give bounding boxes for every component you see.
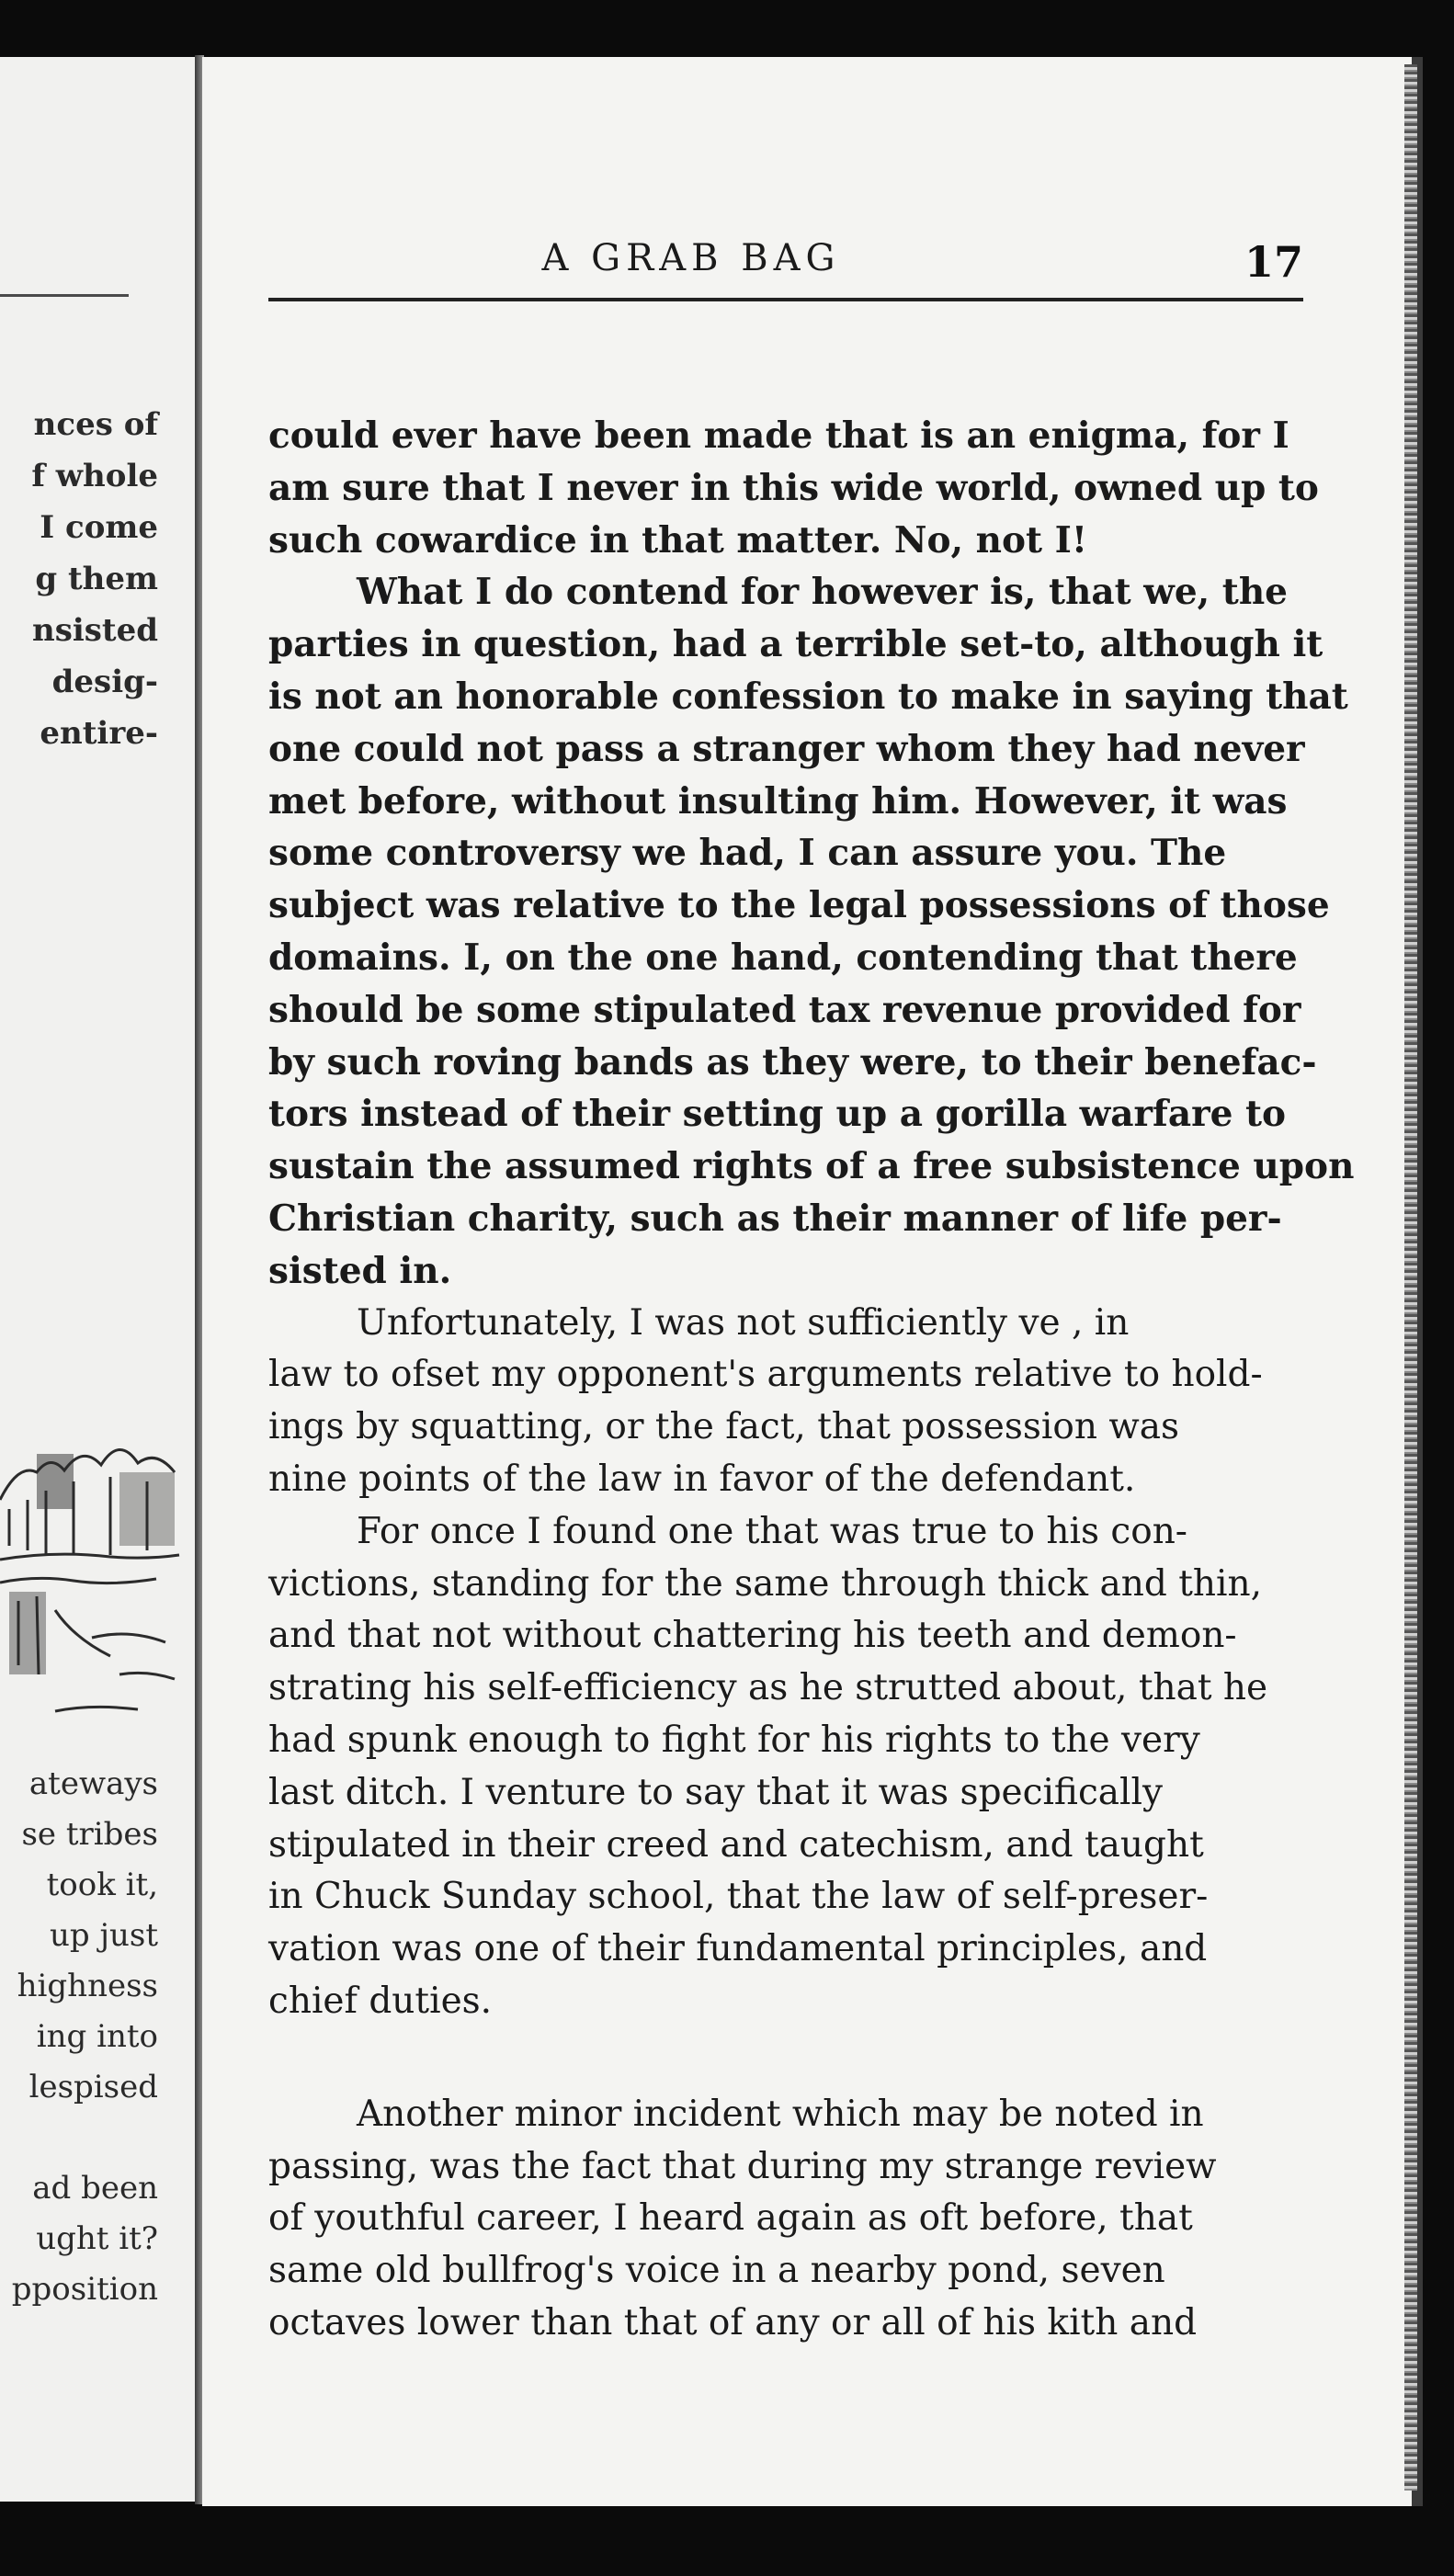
left-page-text-fragment: [12, 2113, 158, 2163]
text-line: is not an honorable confession to make in saying that: [268, 675, 1348, 718]
text-line: of youthful career, I heard again as oft before, that: [268, 2197, 1193, 2240]
page-body: [268, 410, 1355, 2350]
left-page-text-fragment: up just: [49, 1917, 158, 1954]
page-number: 17: [1244, 237, 1303, 287]
paragraph: [268, 1298, 1303, 1506]
text-line: by such roving bands as they were, to their benefac-: [268, 1040, 1317, 1084]
left-page: [0, 57, 199, 2502]
left-page-text-fragment: pposition: [11, 2271, 158, 2308]
left-page-text-fragment: se tribes: [21, 1816, 158, 1853]
text-line: met before, without insulting him. However, it was: [268, 779, 1288, 823]
paragraph: [268, 2089, 1303, 2350]
text-line: passing, was the fact that during my strange review: [268, 2145, 1217, 2187]
left-page-text-top: [31, 399, 158, 759]
text-line: could ever have been made that is an enigma, for I: [268, 414, 1289, 457]
left-page-rule: [0, 294, 129, 297]
left-page-text-fragment: lespised: [28, 2069, 158, 2105]
left-page-text-fragment: desig-: [51, 664, 158, 700]
text-line: stipulated in their creed and catechism, and taught: [268, 1823, 1204, 1866]
text-line: strating his self-efficiency as he strutted about, that he: [268, 1667, 1268, 1709]
text-line: parties in question, had a terrible set-to, although it: [268, 623, 1323, 666]
text-line: one could not pass a stranger whom they had never: [268, 727, 1305, 770]
text-line: sisted in.: [268, 1249, 452, 1292]
left-page-text-fragment: I come: [40, 509, 158, 546]
paragraph-break: [268, 2028, 1303, 2089]
text-line: nine points of the law in favor of the defendant.: [268, 1458, 1136, 1500]
running-head: A GRAB BAG: [541, 237, 841, 279]
text-line: in Chuck Sunday school, that the law of self-preser-: [268, 1876, 1209, 1918]
text-line: law to ofset my opponent's arguments relative to hold-: [268, 1354, 1263, 1396]
left-page-text-fragment: ught it?: [36, 2220, 158, 2257]
left-page-text-fragment: nsisted: [31, 612, 158, 649]
left-page-illustration: [0, 1362, 184, 1748]
text-line: such cowardice in that matter. No, not I!: [268, 518, 1087, 562]
text-line: should be some stipulated tax revenue provided for: [268, 988, 1301, 1031]
text-line: What I do contend for however is, that we, the: [357, 571, 1288, 614]
page-header: [268, 237, 1303, 320]
text-line: Christian charity, such as their manner of life per-: [268, 1197, 1282, 1240]
text-line: vation was one of their fundamental principles, and: [268, 1928, 1208, 1970]
left-page-text-fragment: took it,: [46, 1867, 158, 1903]
left-page-text-fragment: ing into: [36, 2018, 158, 2055]
text-line: For once I found one that was true to his con-: [357, 1510, 1187, 1552]
text-line: am sure that I never in this wide world, owned up to: [268, 466, 1319, 509]
text-line: some controversy we had, I can assure you. The: [268, 832, 1227, 875]
left-page-text-fragment: ad been: [32, 2170, 158, 2207]
text-line: chief duties.: [268, 1980, 493, 2022]
text-line: and that not without chattering his teeth and demon-: [268, 1615, 1237, 1657]
text-line: last ditch. I venture to say that it was specifically: [268, 1771, 1164, 1813]
text-line: Unfortunately, I was not sufficiently ve , in: [357, 1301, 1130, 1344]
text-line: same old bullfrog's voice in a nearby pond, seven: [268, 2250, 1165, 2292]
text-line: subject was relative to the legal possessions of those: [268, 884, 1330, 927]
paragraph: [268, 1506, 1303, 2028]
text-line: domains. I, on the one hand, contending that there: [268, 936, 1298, 979]
paragraph: [268, 566, 1355, 1297]
text-line: victions, standing for the same through thick and thin,: [268, 1562, 1262, 1605]
left-page-text-fragment: ateways: [28, 1765, 158, 1802]
book-page: [202, 57, 1423, 2506]
left-page-text-fragment: highness: [17, 1968, 158, 2004]
text-line: sustain the assumed rights of a free subsistence upon: [268, 1145, 1355, 1188]
paragraph: [268, 410, 1319, 566]
text-line: ings by squatting, or the fact, that possession was: [268, 1406, 1179, 1448]
left-page-text-fragment: g them: [35, 561, 158, 597]
page-edge: [1404, 64, 1417, 2491]
left-page-text-bottom: [12, 1759, 158, 2315]
header-rule: [268, 298, 1303, 301]
left-page-text-fragment: entire-: [40, 715, 158, 752]
text-line: had spunk enough to fight for his rights to the very: [268, 1719, 1200, 1761]
text-line: Another minor incident which may be noted in: [357, 2093, 1204, 2135]
left-page-text-fragment: nces of: [33, 406, 158, 443]
text-line: octaves lower than that of any or all of his kith and: [268, 2301, 1198, 2343]
text-line: tors instead of their setting up a gorilla warfare to: [268, 1093, 1287, 1136]
left-page-text-fragment: f whole: [31, 458, 158, 494]
